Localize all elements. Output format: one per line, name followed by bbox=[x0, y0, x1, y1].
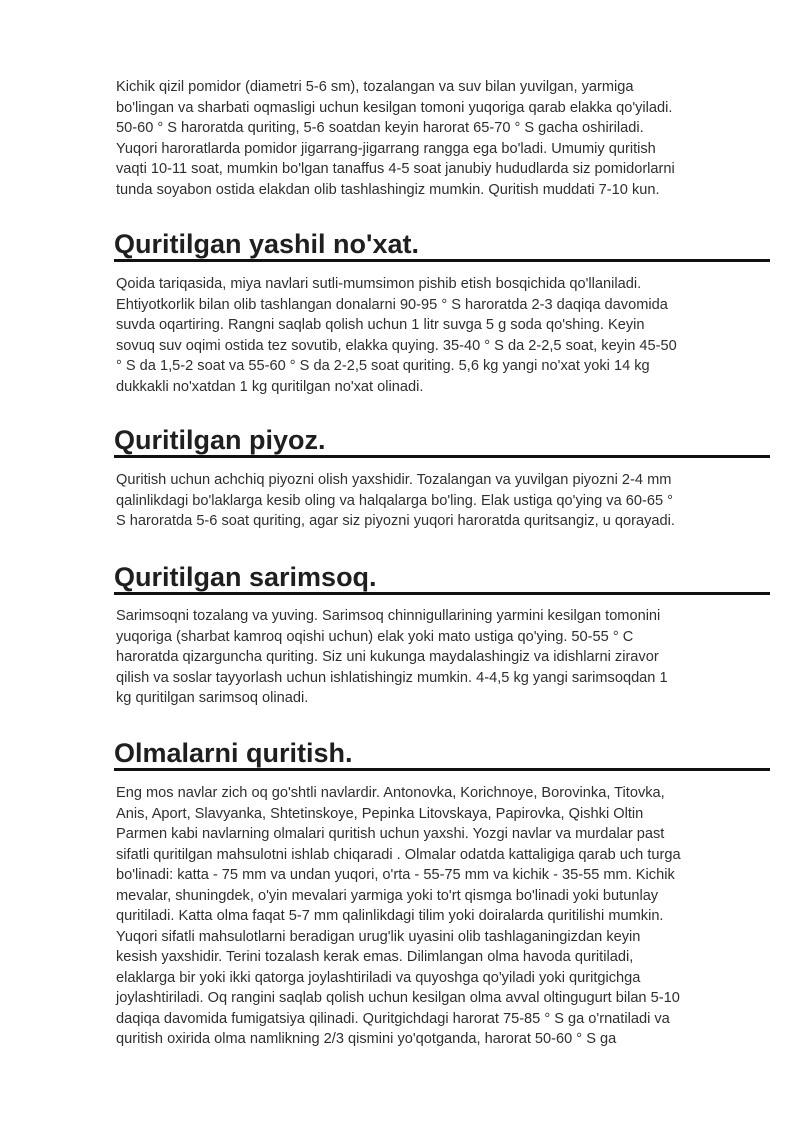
text-line: quritiladi. Katta olma faqat 5-7 mm qalinlikdagi tilim yoki doiralarda quritilishi mumkin. bbox=[116, 908, 664, 924]
text-line: S haroratda 5-6 soat quriting, agar siz piyozni yuqori haroratda quritsangiz, u qorayadi. bbox=[116, 513, 675, 529]
text-line: qalinlikdagi bo'laklarga kesib oling va halqalarga bo'ling. Elak ustiga qo'ying va 60-65 ° bbox=[116, 492, 673, 509]
section-divider bbox=[114, 455, 770, 458]
text-line: Ehtiyotkorlik bilan olib tashlangan donalarni 90-95 ° S haroratda 2-3 daqiqa davomida bbox=[116, 296, 668, 313]
text-line: 50-60 ° S haroratda quriting, 5-6 soatdan keyin harorat 65-70 ° S gacha oshiriladi. bbox=[116, 120, 644, 136]
section-divider bbox=[114, 592, 770, 595]
text-line: qilish va soslar tayyorlash uchun ishlatishingiz mumkin. 4-4,5 kg yangi sarimsoqdan 1 bbox=[116, 669, 668, 686]
section-heading-peas: Quritilgan yashil no'xat. bbox=[114, 229, 419, 259]
text-line: vaqti 10-11 soat, mumkin bo'lgan tanaffus 4-5 soat janubiy hududlarda siz pomidorlarni bbox=[116, 161, 675, 177]
section-paragraph-apples bbox=[116, 783, 756, 1050]
text-line: Sarimsoqni tozalang va yuving. Sarimsoq chinnigullarining yarmini kesilgan tomonini bbox=[116, 608, 661, 624]
text-line: sifatli quritilgan mahsulotni ishlab chiqaradi . Olmalar odatda kattaligiga qarab uch turga bbox=[116, 846, 681, 863]
text-line: tunda soyabon ostida elakdan olib tashlashingiz mumkin. Quritish muddati 7-10 kun. bbox=[116, 181, 660, 198]
text-line: dukkakli no'xatdan 1 kg quritilgan no'xat olinadi. bbox=[116, 378, 424, 395]
text-line: Quritish uchun achchiq piyozni olish yaxshidir. Tozalangan va yuvilgan piyozni 2-4 mm bbox=[116, 472, 672, 488]
section-divider bbox=[114, 768, 770, 771]
text-line: bo'linadi: katta - 75 mm va undan yuqori, o'rta - 55-75 mm va kichik - 35-55 mm. Kichik bbox=[116, 867, 675, 883]
text-line: Qoida tariqasida, miya navlari sutli-mumsimon pishib etish bosqichida qo'llaniladi. bbox=[116, 276, 642, 292]
text-line: Kichik qizil pomidor (diametri 5-6 sm), tozalangan va suv bilan yuvilgan, yarmiga bbox=[116, 79, 634, 95]
text-line: Eng mos navlar zich oq go'shtli navlardir. Antonovka, Korichnoye, Borovinka, Titovka, bbox=[116, 785, 665, 801]
text-line: Anis, Aport, Slavyanka, Shtetinskoye, Pepinka Litovskaya, Papirovka, Qishki Oltin bbox=[116, 805, 644, 822]
text-line: sovuq suv oqimi ostida tez sovutib, elakka quying. 35-40 ° S da 2-2,5 soat, keyin 45-50 bbox=[116, 337, 677, 354]
text-line: ° S da 1,5-2 soat va 55-60 ° S da 2-2,5 soat quriting. 5,6 kg yangi no'xat yoki 14 kg bbox=[116, 358, 650, 374]
intro-paragraph bbox=[116, 77, 756, 200]
section-heading-apples: Olmalarni quritish. bbox=[114, 738, 353, 768]
text-line: haroratda qizarguncha quriting. Siz uni kukunga maydalashingiz va idishlarni ziravor bbox=[116, 649, 659, 665]
section-paragraph-garlic bbox=[116, 606, 756, 709]
text-line: Yuqori haroratlarda pomidor jigarrang-jigarrang rangga ega bo'ladi. Umumiy quritish bbox=[116, 140, 656, 157]
text-line: Parmen kabi navlarning olmalari quritish uchun yaxshi. Yozgi navlar va murdalar past bbox=[116, 826, 665, 842]
section-heading-onion: Quritilgan piyoz. bbox=[114, 425, 326, 455]
text-line: elaklarga bir yoki ikki qatorga joylashtiriladi va quyoshga qo'yiladi yoki quritgichga bbox=[116, 969, 641, 986]
section-heading-garlic: Quritilgan sarimsoq. bbox=[114, 562, 377, 592]
section-paragraph-onion bbox=[116, 470, 756, 532]
text-line: mevalar, shuningdek, o'yin mevalari yarmiga yoki to'rt qismga bo'linadi yoki butunlay bbox=[116, 887, 659, 904]
text-line: yuqoriga (sharbat kamroq oqishi uchun) elak yoki mato ustiga qo'ying. 50-55 ° C bbox=[116, 628, 634, 645]
text-line: Yuqori sifatli mahsulotlarni beradigan urug'lik uyasini olib tashlaganingizdan keyin bbox=[116, 928, 641, 945]
text-line: joylashtiriladi. Oq rangini saqlab qolish uchun kesilgan olma avval oltingugurt bilan 5-10 bbox=[116, 990, 680, 1006]
text-line: daqiqa davomida fumigatsiya qilinadi. Quritgichdagi harorat 75-85 ° S ga o'rnatiladi va bbox=[116, 1010, 670, 1027]
text-line: kesish yaxshidir. Terini tozalash kerak emas. Dilimlangan olma havoda quritiladi, bbox=[116, 949, 634, 965]
text-line: bo'lingan va sharbati oqmasligi uchun kesilgan tomoni yuqoriga qarab elakka qo'yiladi. bbox=[116, 99, 673, 116]
text-line: quritish oxirida olma namlikning 2/3 qismini yo'qotganda, harorat 50-60 ° S ga bbox=[116, 1031, 617, 1047]
text-line: kg quritilgan sarimsoq olinadi. bbox=[116, 690, 309, 706]
text-line: suvda oqartiring. Rangni saqlab qolish uchun 1 litr suvga 5 g soda qo'shing. Keyin bbox=[116, 317, 645, 333]
section-divider bbox=[114, 259, 770, 262]
section-paragraph-peas bbox=[116, 274, 756, 397]
